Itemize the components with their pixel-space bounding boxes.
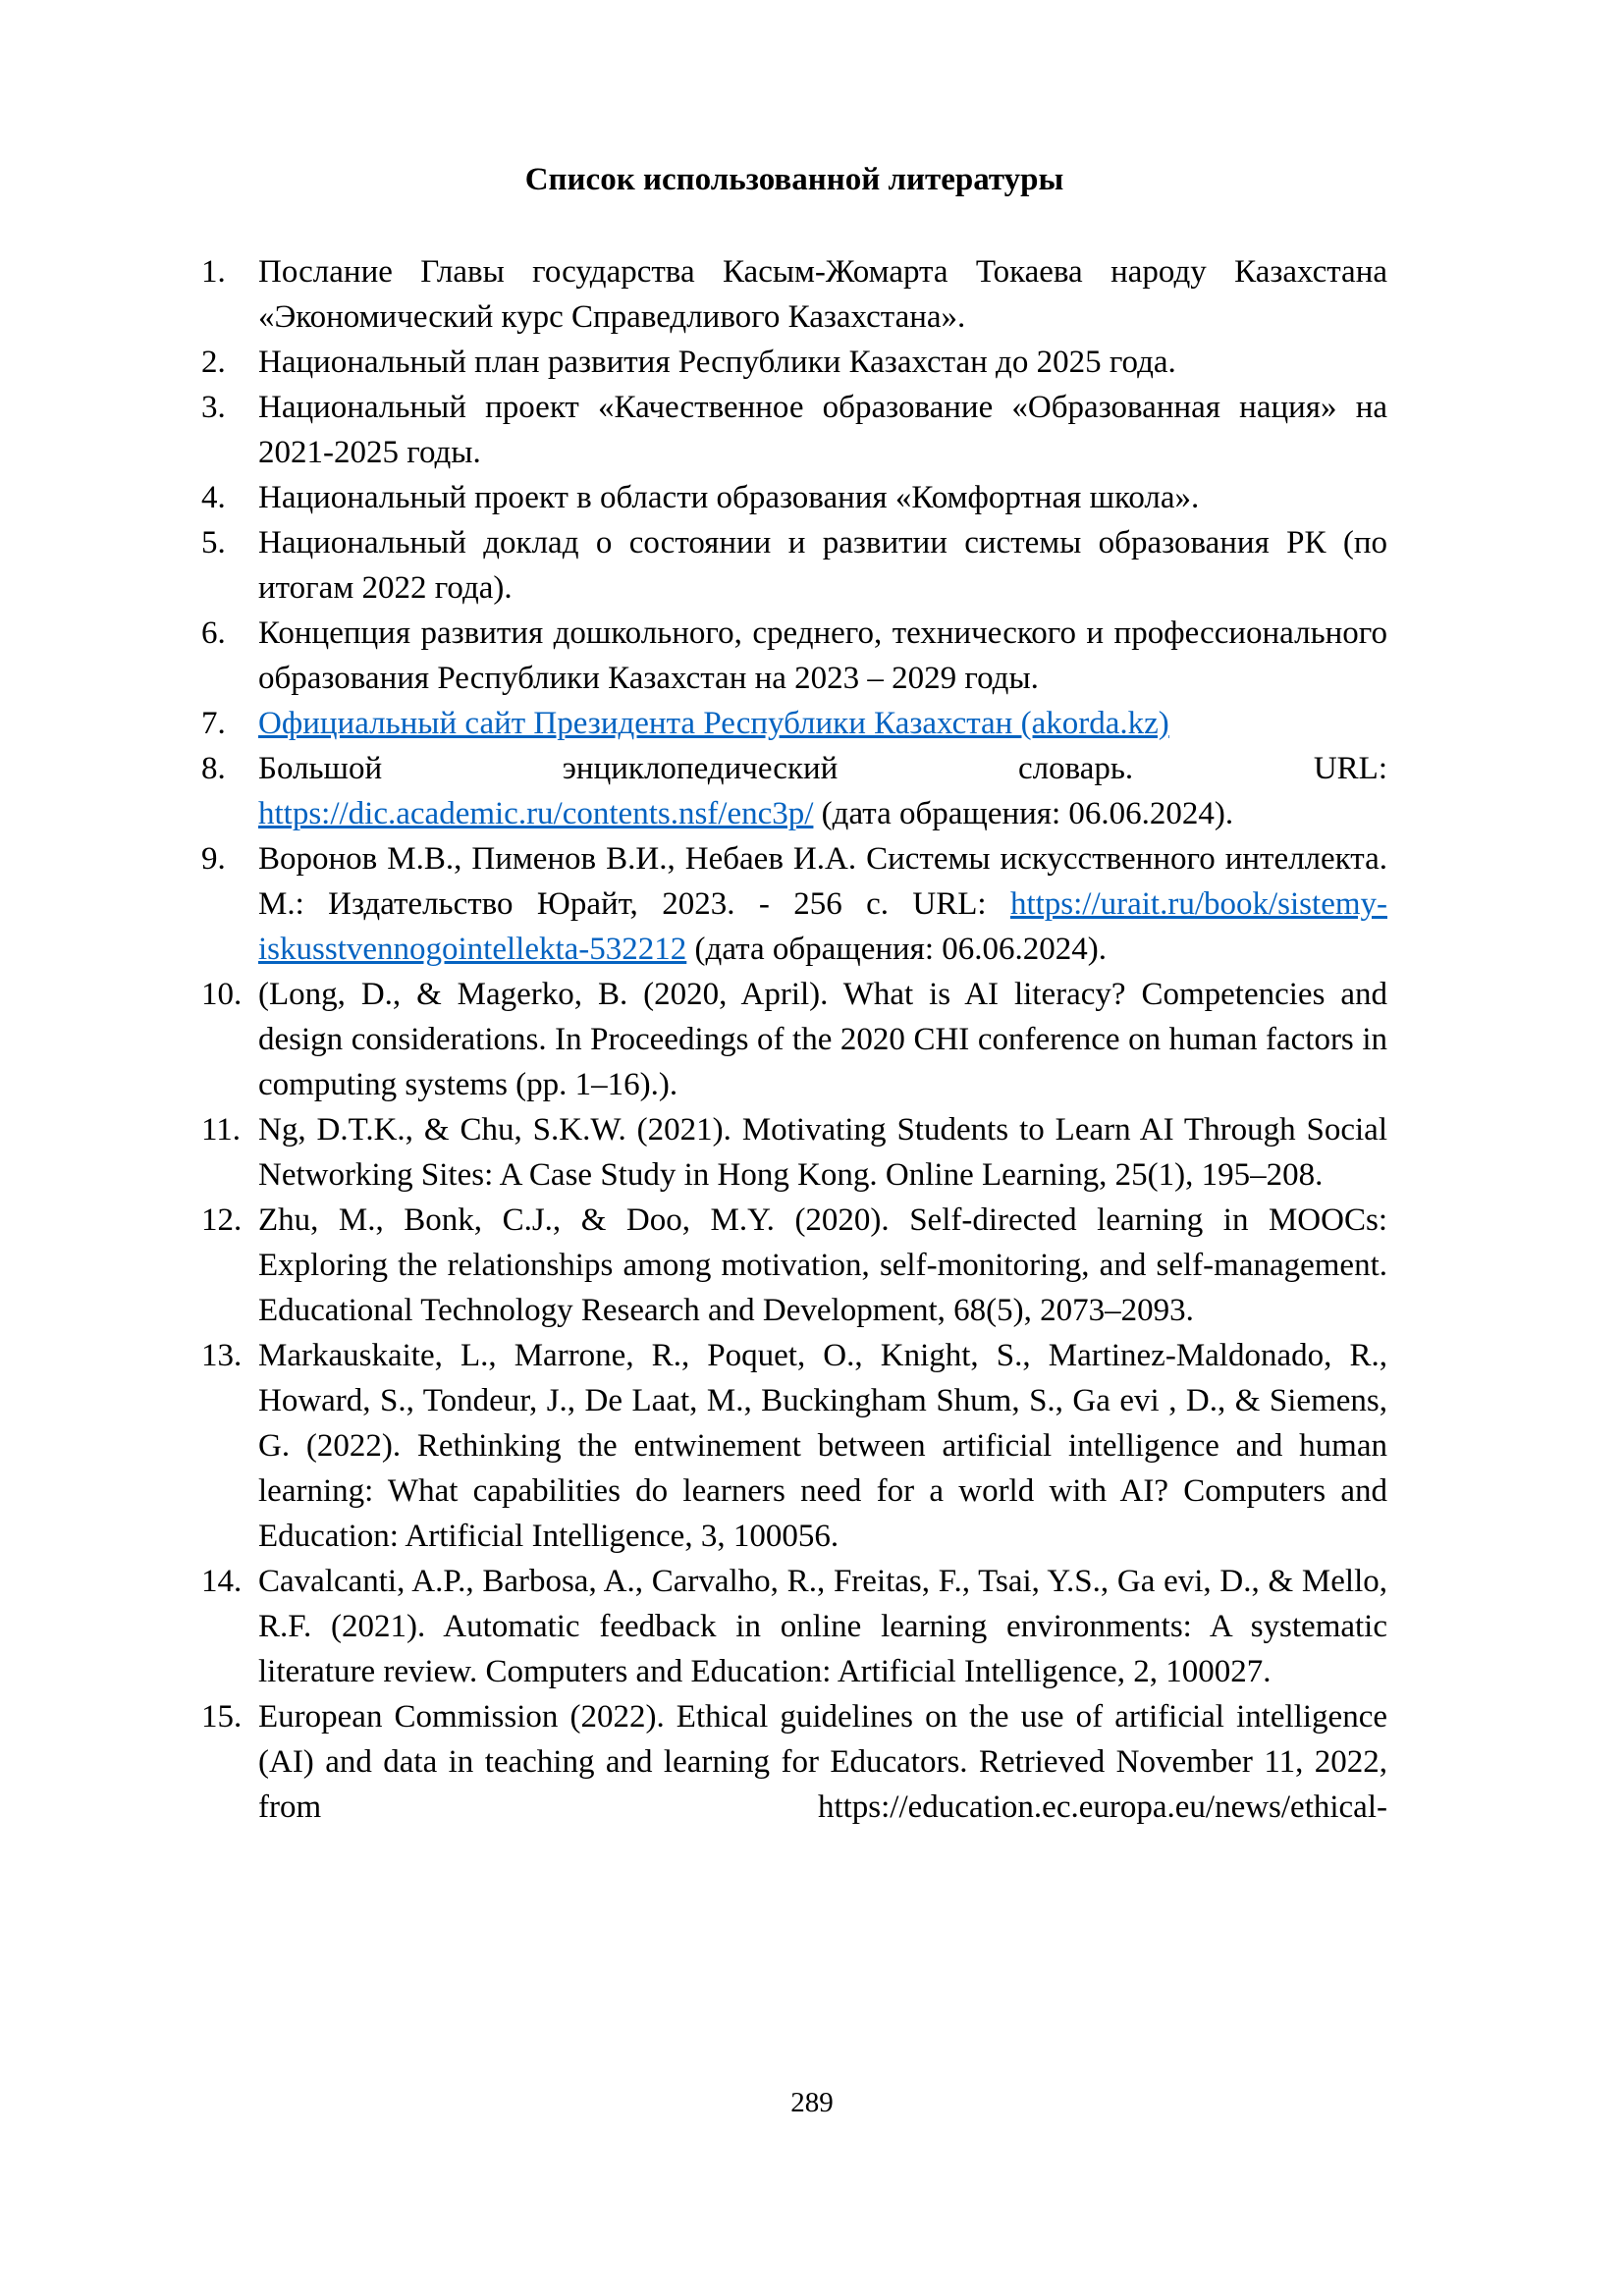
reference-number: 8. <box>201 751 226 786</box>
reference-text: (дата обращения: 06.06.2024). <box>813 796 1234 831</box>
reference-text: Концепция развития дошкольного, среднего, технического и профессионального образования Республики Казахстан на 2023 – 2029 годы. <box>258 615 1387 696</box>
reference-link[interactable]: Официальный сайт Президента Республики Казахстан (akorda.kz) <box>258 706 1169 741</box>
reference-number: 3. <box>201 390 226 425</box>
reference-item <box>201 249 1387 340</box>
page-title: Список использованной литературы <box>524 162 1064 197</box>
reference-item <box>201 1107 1387 1198</box>
reference-item <box>201 701 1387 746</box>
reference-text: Cavalcanti, A.P., Barbosa, A., Carvalho, R., Freitas, F., Tsai, Y.S., Ga evi, D., & Mello, R.F. (2021). Automatic feedback in online learning environments: A systematic literature review. Computers and Education: Artificial Intelligence, 2, 100027. <box>258 1564 1387 1689</box>
reference-item <box>201 385 1387 475</box>
reference-text: Большой энциклопедический словарь. URL: <box>258 751 1387 786</box>
reference-text: Ng, D.T.K., & Chu, S.K.W. (2021). Motivating Students to Learn AI Through Social Networking Sites: A Case Study in Hong Kong. Online Learning, 25(1), 195–208. <box>258 1112 1387 1193</box>
reference-item <box>201 340 1387 385</box>
reference-number: 7. <box>201 706 226 741</box>
reference-link[interactable]: https://dic.academic.ru/contents.nsf/enc3p/ <box>258 796 814 831</box>
reference-item <box>201 1333 1387 1559</box>
reference-number: 11. <box>201 1112 242 1148</box>
reference-number: 1. <box>201 254 226 290</box>
reference-text: Послание Главы государства Касым-Жомарта Токаева народу Казахстана «Экономический курс Справедливого Казахстана». <box>258 254 1387 335</box>
reference-item <box>201 1198 1387 1333</box>
reference-item <box>201 1559 1387 1694</box>
reference-list <box>201 249 1387 1830</box>
reference-item <box>201 746 1387 836</box>
reference-text: Национальный проект в области образования «Комфортная школа». <box>258 480 1200 515</box>
reference-item <box>201 836 1387 972</box>
reference-text: Zhu, M., Bonk, C.J., & Doo, M.Y. (2020). Self-directed learning in MOOCs: Exploring the relationships among motivation, self-monitoring, and self-management. Educational Technology Research and Development, 68(5), 2073–2093. <box>258 1202 1387 1328</box>
reference-number: 15. <box>201 1699 243 1735</box>
reference-number: 2. <box>201 345 226 380</box>
reference-item <box>201 475 1387 520</box>
reference-number: 10. <box>201 977 243 1012</box>
reference-item <box>201 520 1387 611</box>
reference-number: 14. <box>201 1564 243 1599</box>
reference-link[interactable]: https://urait.ru/book/sistemy-iskusstvennogointellekta-532212 <box>258 886 1387 967</box>
text-column <box>201 0 1387 1830</box>
reference-item <box>201 611 1387 701</box>
reference-number: 12. <box>201 1202 243 1238</box>
reference-text: (Long, D., & Magerko, B. (2020, April). What is AI literacy? Competencies and design considerations. In Proceedings of the 2020 CHI conference on human factors in computing systems (pp. 1–16).). <box>258 977 1387 1102</box>
reference-text: Национальный проект «Качественное образование «Образованная нация» на 2021-2025 годы. <box>258 390 1387 470</box>
reference-text: Национальный план развития Республики Казахстан до 2025 года. <box>258 345 1176 380</box>
reference-item <box>201 1694 1387 1830</box>
reference-number: 13. <box>201 1338 243 1373</box>
reference-item <box>201 972 1387 1107</box>
reference-text: European Commission (2022). Ethical guidelines on the use of artificial intelligence (AI) and data in teaching and learning for Educators. Retrieved November 11, 2022, from https://education.ec.europa.eu/news/ethical- <box>258 1699 1387 1825</box>
reference-number: 5. <box>201 525 226 561</box>
reference-text: Markauskaite, L., Marrone, R., Poquet, O., Knight, S., Martinez-Maldonado, R., Howard, S., Tondeur, J., De Laat, M., Buckingham Shum, S., Ga evi , D., & Siemens, G. (2022). Rethinking the entwinement between artificial intelligence and human learning: What capabilities do learners need for a world with AI? Computers and Education: Artificial Intelligence, 3, 100056. <box>258 1338 1387 1554</box>
reference-text: Национальный доклад о состоянии и развитии системы образования РК (по итогам 2022 года). <box>258 525 1387 606</box>
page-number: 289 <box>790 2087 834 2118</box>
reference-number: 4. <box>201 480 226 515</box>
reference-text: (дата обращения: 06.06.2024). <box>686 932 1107 967</box>
reference-number: 6. <box>201 615 226 651</box>
reference-number: 9. <box>201 841 226 877</box>
reference-text: Воронов М.В., Пименов В.И., Небаев И.А. Системы искусственного интеллекта. М.: Издательство Юрайт, 2023. - 256 с. URL: <box>258 841 1387 922</box>
